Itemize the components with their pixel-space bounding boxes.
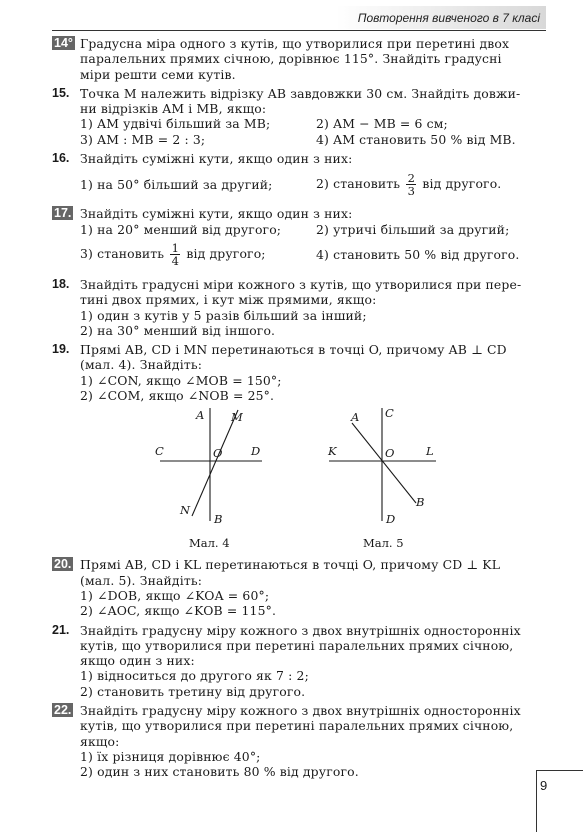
fraction: $\frac{1}{4}$: [171, 241, 180, 269]
label-m: M: [231, 410, 243, 425]
problem-number: 16.: [52, 151, 70, 166]
label-k: K: [328, 444, 337, 459]
figures-block: [52, 403, 544, 553]
problem-text-line: ни відрізків AM і MB, якщо:: [80, 101, 267, 117]
problem-number: 20.: [54, 557, 72, 572]
label-d: D: [251, 444, 261, 459]
problem-text-line: Градусна міра одного з кутів, що утворилися при перетині двох: [80, 36, 510, 51]
label-d: D: [386, 512, 396, 527]
problem-text-line: 1) ∠DOB, якщо ∠KOA = 60°;: [80, 587, 270, 603]
problem-21: [52, 623, 544, 699]
problem-text-line: якщо:: [80, 733, 120, 749]
label-o: O: [213, 446, 223, 461]
label-c: C: [385, 406, 394, 421]
label-c: C: [155, 444, 164, 459]
problem-text-line: Прямі AB, CD і KL перетинаються в точці O, причому CD ⊥ KL: [80, 557, 501, 573]
line-mn: [192, 410, 238, 516]
option-2: 2) AM − MB = 6 см;: [316, 116, 448, 132]
page-content: [52, 32, 544, 780]
problem-16: [52, 151, 544, 202]
problem-22: [52, 703, 544, 779]
option-3: 3) становить $\frac{1}{4}$ від другого;: [80, 241, 266, 269]
problem-text-line: 2) становить третину від другого.: [80, 683, 306, 699]
option-2: 2) становить $\frac{2}{3}$ від другого.: [316, 170, 502, 198]
problem-20: [52, 557, 544, 618]
header-title: Повторення вивченого в 7 класі: [357, 11, 540, 25]
problem-18: [52, 277, 544, 338]
footer-divider-vertical: [536, 770, 537, 832]
problem-text-line: Знайдіть градусну міру кожного з двох внутрішніх односторонніх: [80, 703, 521, 719]
problem-text-line: 1) один з кутів у 5 разів більший за інший;: [80, 307, 367, 323]
problem-text-line: 2) ∠COM, якщо ∠NOB = 25°.: [80, 388, 275, 404]
problem-text-line: (мал. 4). Знайдіть:: [80, 357, 203, 373]
figure-4: [160, 408, 262, 521]
option-3: 3) AM : MB = 2 : 3;: [80, 131, 206, 147]
problem-text-line: 2) один з них становить 80 % від другого.: [80, 764, 359, 780]
running-header: [52, 6, 546, 31]
problem-text-line: (мал. 5). Знайдіть:: [80, 572, 203, 588]
problem-text-line: Точка M належить відрізку AB завдовжки 30 см. Знайдіть довжи-: [80, 85, 521, 101]
problem-15: [52, 86, 544, 147]
label-o: O: [385, 446, 395, 461]
problem-number: 15.: [52, 85, 70, 100]
problem-number: 17.: [54, 206, 72, 221]
problem-14: [52, 36, 544, 82]
footer-divider-horizontal: [536, 770, 583, 771]
option-4: 4) AM становить 50 % від MB.: [316, 131, 516, 147]
problem-text-line: Знайдіть градусну міру кожного з двох внутрішніх односторонніх: [80, 622, 521, 638]
option-1: 1) на 50° більший за другий;: [80, 176, 273, 192]
problem-number: 18.: [52, 276, 70, 291]
problem-text-line: 1) їх різниця дорівнює 40°;: [80, 748, 261, 764]
problem-text-line: Знайдіть градусні міри кожного з кутів, що утворилися при пере-: [80, 276, 522, 292]
problem-number: 22.: [54, 703, 72, 718]
label-n: N: [180, 503, 191, 518]
label-a: A: [351, 410, 360, 425]
problem-text-line: Прямі AB, CD і MN перетинаються в точці O, причому AB ⊥ CD: [80, 342, 507, 358]
label-b: B: [214, 512, 223, 527]
problem-text-line: якщо один з них:: [80, 653, 195, 669]
option-2: 2) утричі більший за другий;: [316, 221, 510, 237]
fraction: $\frac{2}{3}$: [407, 170, 416, 198]
problem-text-line: 1) ∠CON, якщо ∠MOB = 150°;: [80, 372, 282, 388]
caption-fig4: Мал. 4: [189, 536, 230, 551]
option-1: 1) на 20° менший від другого;: [80, 221, 282, 237]
problem-text-line: паралельних прямих січною, дорівнює 115°. Знайдіть градусні: [80, 51, 502, 67]
option-1: 1) AM удвічі більший за MB;: [80, 116, 271, 132]
problem-text-line: 1) відноситься до другого як 7 : 2;: [80, 668, 309, 684]
page-number: 9: [540, 778, 548, 793]
problem-text-line: 2) ∠AOC, якщо ∠KOB = 115°.: [80, 603, 277, 619]
figures-svg: [52, 403, 544, 553]
option-4: 4) становить 50 % від другого.: [316, 247, 520, 263]
problem-text-line: кутів, що утворилися при перетині паралельних прямих січною,: [80, 718, 514, 734]
problem-text-line: 2) на 30° менший від іншого.: [80, 322, 276, 338]
line-ab: [352, 423, 416, 503]
problem-text-line: тині двох прямих, і кут між прямими, якщо:: [80, 292, 377, 308]
problem-number: 14°: [54, 36, 73, 50]
problem-19: [52, 342, 544, 403]
label-b: B: [416, 495, 425, 510]
caption-fig5: Мал. 5: [363, 536, 404, 551]
problem-text-line: Знайдіть суміжні кути, якщо один з них:: [80, 151, 353, 167]
label-l: L: [426, 444, 434, 459]
problem-number: 19.: [52, 342, 70, 357]
problem-number: 21.: [52, 622, 70, 637]
problem-text-line: Знайдіть суміжні кути, якщо один з них:: [80, 206, 353, 222]
label-a: A: [196, 408, 205, 423]
problem-text-line: міри решти семи кутів.: [80, 66, 236, 82]
problem-text-line: кутів, що утворилися при перетині паралельних прямих січною,: [80, 637, 514, 653]
problem-17: [52, 206, 544, 273]
